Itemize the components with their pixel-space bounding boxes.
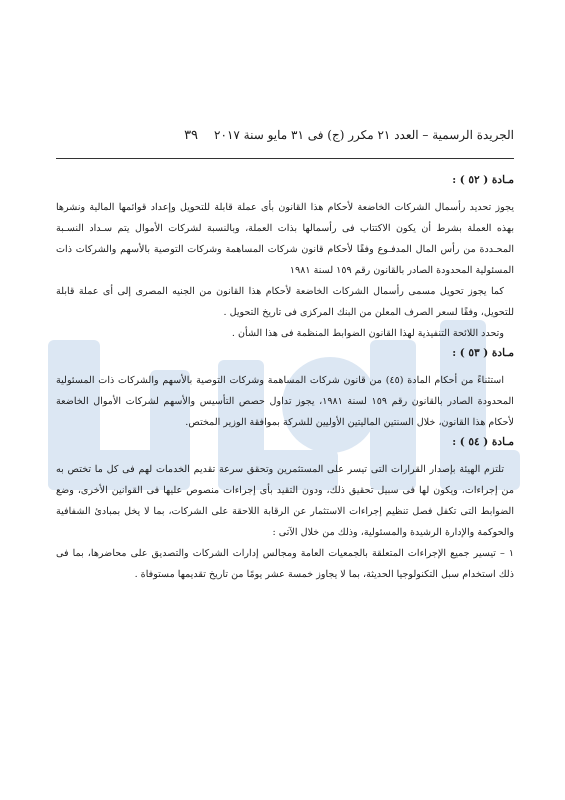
article-paragraph: تلتزم الهيئة بإصدار القرارات التى تيسر على المستثمرين وتحقق سرعة تقديم الخدمات لهم فى كل ما تختص به من إجراءات، ويكون لها فى سبيل تحقيق ذلك، ودون التقيد بأى إجراءات منصوص عليها فى القوانين الأخرى، وضع الضوابط التى تكفل فصل تنظيم إجراءات الاستثمار عن الرقابة اللاحقة على الشركات، بما لا يخل بمبادئ الشفافية والحوكمة والإدارة الرشيدة والمسئولية، وذلك من خلال الآتى : (56, 464, 514, 538)
page-header (56, 128, 514, 152)
article-52 (56, 171, 514, 344)
article-heading: مـادة ( ٥٢ ) : (452, 174, 514, 186)
article-54 (56, 433, 514, 585)
article-paragraph: وتحدد اللائحة التنفيذية لهذا القانون الضوابط المنظمة فى هذا الشأن . (231, 328, 504, 339)
article-53 (56, 344, 514, 433)
article-list-item: ١ – تيسير جميع الإجراءات المتعلقة بالجمعيات العامة ومجالس إدارات الشركات والتصديق على محاضرها، بما فى ذلك استخدام سبل التكنولوجيا الحديثة، بما لا يجاوز خمسة عشر يومًا من تاريخ تقديمها مستوفاة . (56, 548, 514, 580)
article-paragraph: كما يجوز تحويل مسمى رأسمال الشركات الخاضعة لأحكام هذا القانون من الجنيه المصرى إلى أى عملة قابلة للتحويل، وفقًا لسعر الصرف المعلن من البنك المركزى فى تاريخ التحويل . (56, 286, 514, 318)
article-heading: مـادة ( ٥٣ ) : (452, 347, 514, 359)
article-heading: مـادة ( ٥٤ ) : (452, 436, 514, 448)
gazette-title: الجريدة الرسمية – العدد ٢١ مكرر (ج) فى ٣١ مايو سنة ٢٠١٧ (214, 128, 514, 142)
page-number: ٣٩ (184, 128, 199, 143)
document-page (56, 128, 514, 585)
article-paragraph: يجوز تحديد رأسمال الشركات الخاضعة لأحكام هذا القانون بأى عملة قابلة للتحويل وإعداد قوائمها المالية ونشرها بهذه العملة بشرط أن يكون الاكتتاب فى رأسمالها بذات العملة، وبالنسبة لشركات الأموال يتم سـداد النسـبة المحـددة من رأس المال المدفـوع وفقًا لأحكام قانون شركات المساهمة وشركات التوصية بالأسهم والشركات ذات المسئولية المحدودة الصادر بالقانون رقم ١٥٩ لسنة ١٩٨١ (56, 202, 514, 276)
header-divider (56, 158, 514, 159)
article-paragraph: استثناءً من أحكام المادة (٤٥) من قانون شركات المساهمة وشركات التوصية بالأسهم والشركات ذات المسئولية المحدودة الصادر بالقانون رقم ١٥٩ لسنة ١٩٨١، يجوز تداول حصص التأسيس والأسهم لشركات الأموال الخاضعة لأحكام هذا القانون، خلال السنتين الماليتين الأوليين للشركة بموافقة الوزير المختص. (56, 375, 514, 428)
